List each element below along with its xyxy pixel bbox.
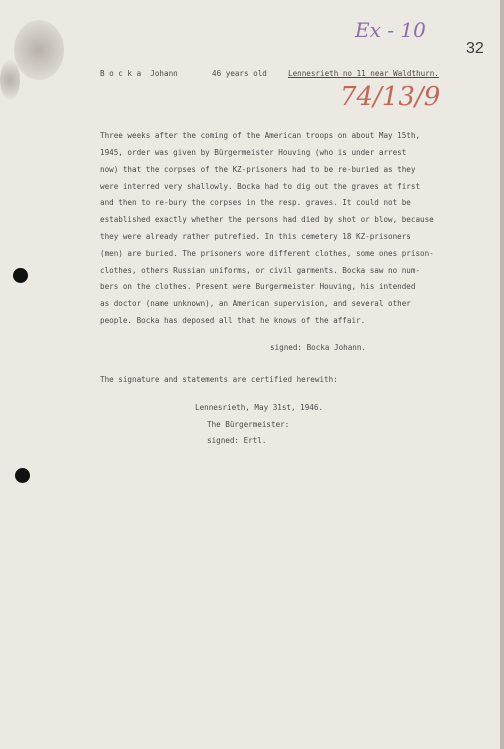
body-line-2: 1945, order was given by Bürgermeister Houving (who is under arrest (100, 148, 407, 157)
body-line-9: clothes, others Russian uniforms, or civil garments. Bocka saw no num- (100, 266, 421, 275)
body-line-8: (men) are buried. The prisoners wore different clothes, some ones prison- (100, 249, 434, 258)
body-line-12: people. Bocka has deposed all that he knows of the affair. (100, 316, 366, 325)
body-line-4: were interred very shallowly. Bocka had to dig out the graves at first (100, 182, 421, 191)
header-address: Lennesrieth no 11 near Waldthurn. (288, 69, 439, 78)
body-line-6: established exactly whether the persons had died by shot or blow, because (100, 215, 434, 224)
certification-line: The signature and statements are certified herewith: (100, 375, 338, 384)
signature-line: signed: Bocka Johann. (270, 343, 367, 352)
body-line-1: Three weeks after the coming of the American troops on about May 15th, (100, 131, 421, 140)
header-name: B o c k a Johann (100, 69, 178, 78)
header-age: 46 years old (212, 69, 267, 78)
body-line-7: they were already rather putrefied. In this cemetery 18 KZ-prisoners (100, 232, 411, 241)
place-date: Lennesrieth, May 31st, 1946. (195, 403, 324, 412)
body-line-10: bers on the clothes. Present were Burgermeister Houving, his intended (100, 282, 416, 291)
punch-hole-lower (15, 468, 30, 483)
page-edge (500, 0, 504, 749)
stain-left (0, 60, 20, 100)
page-number: 32 (466, 40, 484, 57)
body-line-3: now) that the corpses of the KZ-prisoners had to be re-buried as they (100, 165, 416, 174)
punch-hole-upper (13, 268, 28, 283)
stain-top-left (14, 20, 64, 80)
official-title: The Bürgermeister: (207, 420, 290, 429)
body-line-5: and then to re-bury the corpses in the resp. graves. It could not be (100, 198, 411, 207)
handwritten-reference: 74/13/9 (340, 82, 441, 112)
body-line-11: as doctor (name unknown), an American supervision, and several other (100, 299, 411, 308)
handwritten-exhibit-mark: Ex - 10 (355, 18, 426, 42)
official-signed: signed: Ertl. (207, 436, 267, 445)
